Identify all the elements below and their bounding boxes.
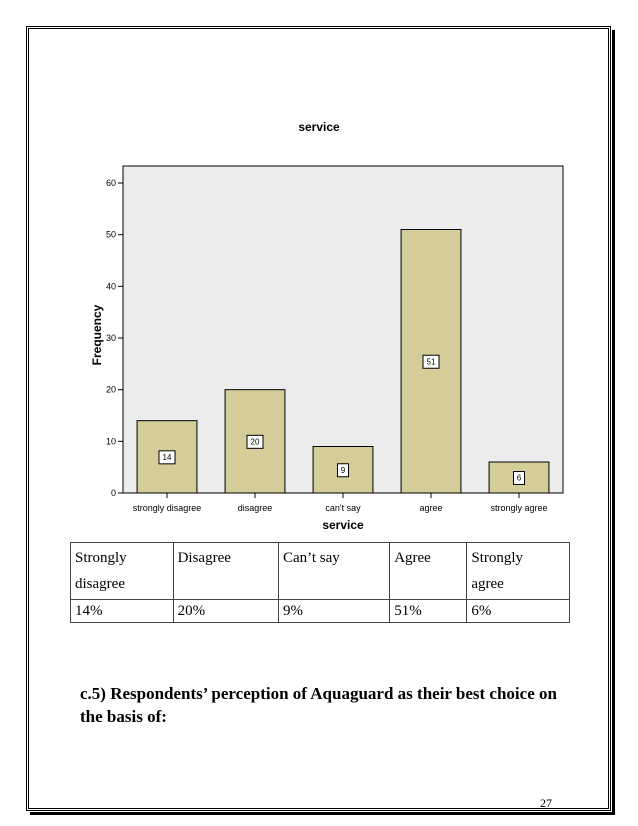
y-axis-label: Frequency bbox=[90, 304, 104, 366]
x-tick-label: strongly agree bbox=[490, 503, 548, 513]
y-axis bbox=[106, 178, 123, 498]
table-header-cell: Can’t say bbox=[278, 543, 389, 600]
table-header-cell: Disagree bbox=[173, 543, 278, 600]
y-tick-label: 30 bbox=[105, 333, 116, 343]
table-row bbox=[71, 600, 570, 623]
x-tick-label: agree bbox=[419, 503, 443, 513]
table-header-row bbox=[71, 543, 570, 600]
table-cell: 6% bbox=[467, 600, 570, 623]
y-tick-label: 50 bbox=[105, 229, 116, 240]
data-label: 6 bbox=[516, 473, 522, 483]
data-label: 20 bbox=[250, 437, 260, 447]
y-tick-label: 20 bbox=[105, 384, 116, 395]
table-header-cell: Strongly agree bbox=[467, 543, 570, 600]
table-header-cell: Agree bbox=[390, 543, 467, 600]
y-tick-label: 60 bbox=[105, 178, 116, 188]
chart-title: service bbox=[298, 120, 340, 134]
x-tick-label: disagree bbox=[237, 503, 273, 513]
summary-table bbox=[70, 542, 570, 623]
data-label: 14 bbox=[162, 452, 172, 462]
page-number: 27 bbox=[540, 796, 552, 810]
x-axis-ticks bbox=[133, 493, 548, 513]
table-cell: 14% bbox=[71, 600, 174, 623]
table-header-cell: Strongly disagree bbox=[71, 543, 174, 600]
table-cell: 51% bbox=[390, 600, 467, 623]
table-cell: 20% bbox=[173, 600, 278, 623]
y-tick-label: 10 bbox=[105, 436, 116, 447]
section-heading: c.5) Respondents’ perception of Aquaguard as their best choice on the basis of: bbox=[80, 684, 557, 726]
y-tick-label: 0 bbox=[110, 488, 116, 498]
table-cell: 9% bbox=[278, 600, 389, 623]
x-tick-label: can't say bbox=[325, 503, 361, 513]
y-tick-label: 40 bbox=[105, 281, 116, 292]
x-axis-label: service bbox=[322, 518, 364, 532]
x-tick-label: strongly disagree bbox=[132, 503, 202, 513]
data-label: 9 bbox=[340, 465, 346, 475]
data-label: 51 bbox=[426, 357, 436, 367]
